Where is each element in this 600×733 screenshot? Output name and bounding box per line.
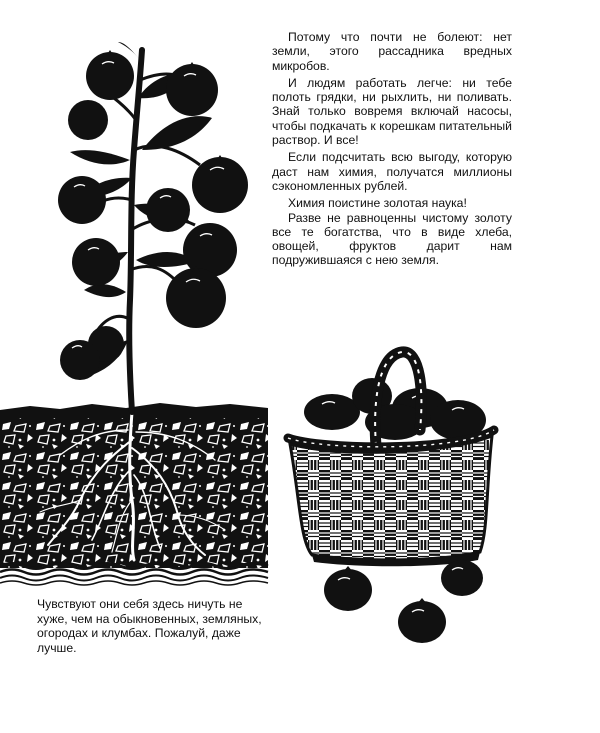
paragraph-2: И людям работать легче: ни тебе полоть грядки, ни рыхлить, ни поливать. Знай только вовремя включай насосы, чтобы подкачать к корешкам питательный раствор. И все! bbox=[272, 75, 512, 148]
illustration-caption bbox=[37, 597, 269, 655]
tomato-plant-icon bbox=[58, 42, 248, 412]
loose-tomatoes bbox=[324, 557, 483, 643]
paragraph-1: Потому что почти не болеют: нет земли, этого рассадника вредных микробов. bbox=[272, 30, 512, 73]
paragraph-5: Разве не равноценны чистому золоту все те богатства, что в виде хлеба, овощей, фруктов дарит нам подружившаяся с нею земля. bbox=[272, 210, 512, 268]
caption-text: Чувствуют они себя здесь ничуть не хуже, чем на обыкновенных, земляных, огородах и клумбах. Пожалуй, даже лучше. bbox=[37, 597, 262, 655]
paragraph-3: Если подсчитать всю выгоду, которую даст нам химия, получатся миллионы сэкономленных рублей. bbox=[272, 150, 512, 193]
basket-icon bbox=[288, 352, 494, 566]
paragraph-4: Химия поистине золотая наука! bbox=[288, 196, 467, 211]
